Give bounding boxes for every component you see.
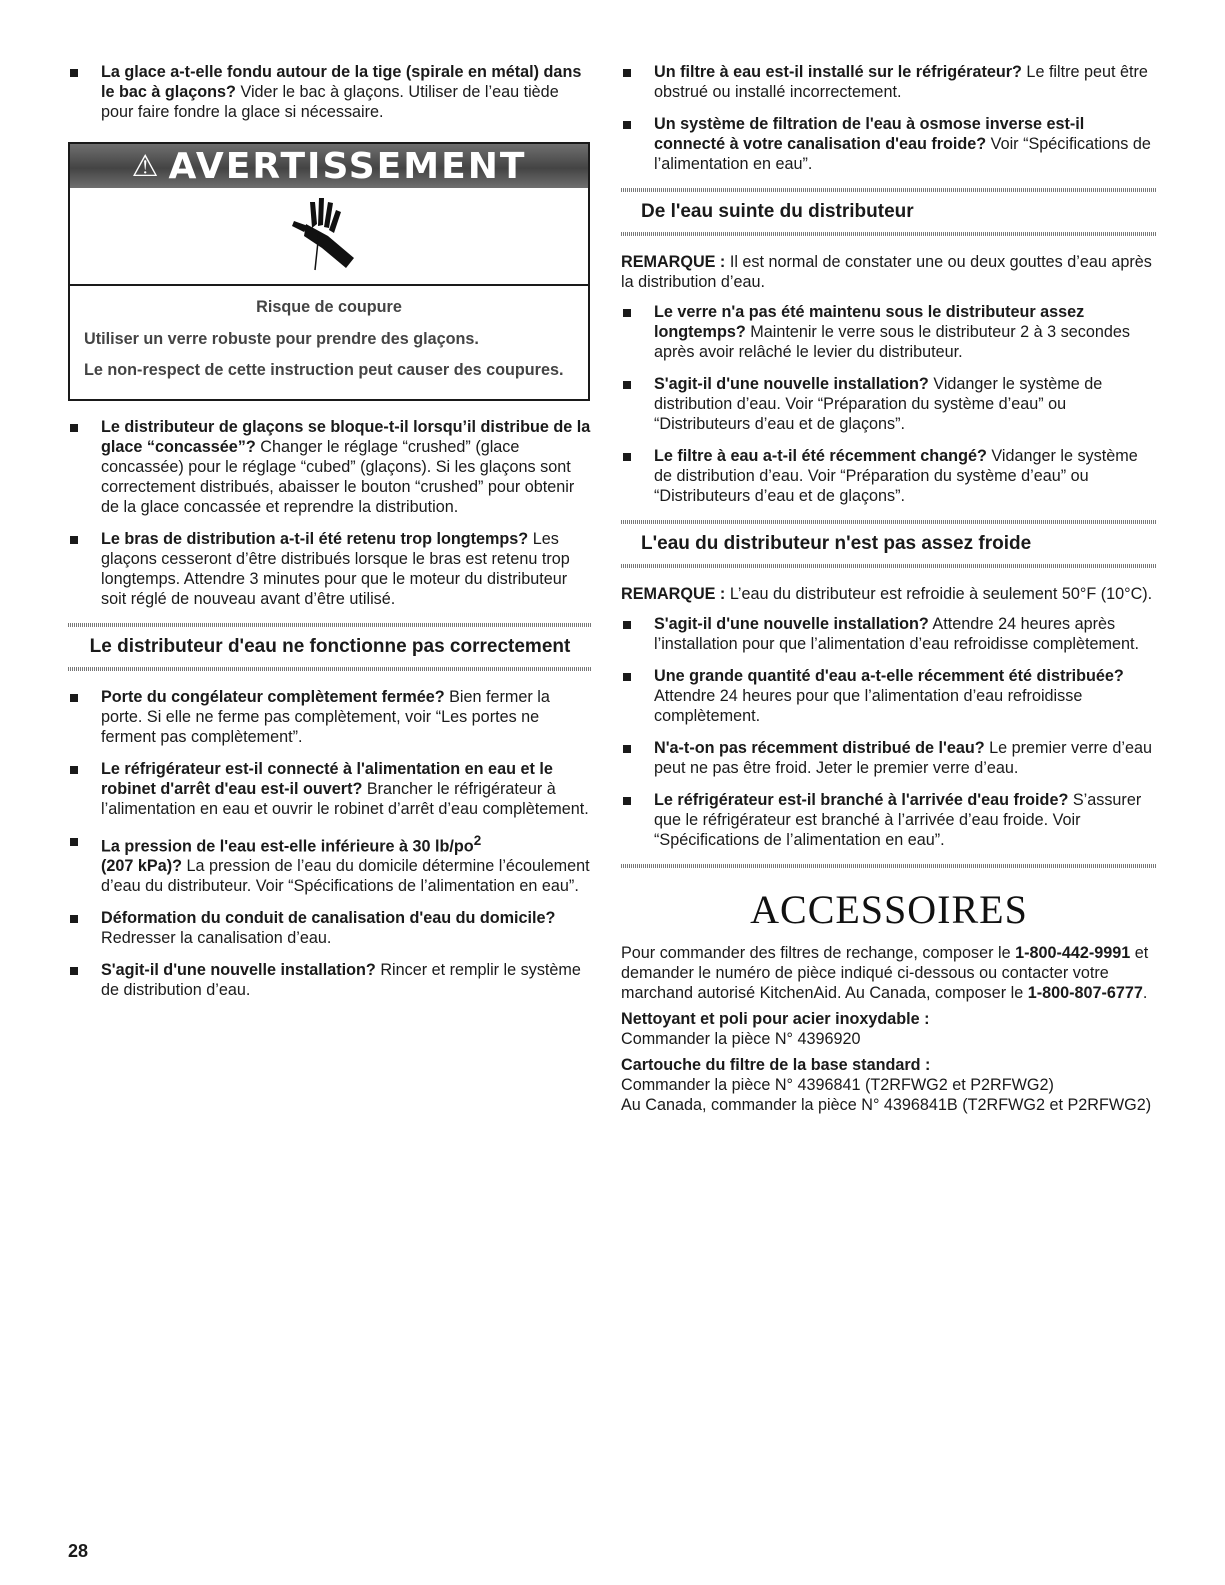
bullet-square-icon bbox=[623, 797, 631, 805]
list-item: Le filtre à eau a-t-il été récemment changé? Vidanger le système de distribution d’eau. Voir “Préparation du système d’eau” ou “Distributeurs d’eau et de glaçons”. bbox=[621, 446, 1157, 506]
bullet-square-icon bbox=[70, 424, 78, 432]
list-item: Le réfrigérateur est-il connecté à l'alimentation en eau et le robinet d'arrêt d'eau est-il ouvert? Brancher le réfrigérateur à l’alimentation en eau et ouvrir le robinet d’arrêt d’eau complètement. bbox=[68, 759, 592, 819]
bullet-square-icon bbox=[623, 309, 631, 317]
list-item: Le réfrigérateur est-il branché à l'arrivée d'eau froide? S’assurer que le réfrigérateur est branché à l’arrivée d’eau froide. Voir “Spécifications de l’alimentation en eau”. bbox=[621, 790, 1157, 850]
warning-line: Utiliser un verre robuste pour prendre des glaçons. bbox=[84, 330, 479, 348]
right-column bbox=[621, 62, 1157, 1121]
list-item: S'agit-il d'une nouvelle installation? Attendre 24 heures après l’installation pour que l’alimentation d’eau refroidisse complètement. bbox=[621, 614, 1157, 654]
warning-banner: ⚠ AVERTISSEMENT bbox=[70, 144, 588, 188]
section-header: Le distributeur d'eau ne fonctionne pas correctement bbox=[68, 623, 592, 671]
accessories-title: ACCESSOIRES bbox=[750, 887, 1028, 932]
bullet-square-icon bbox=[70, 69, 78, 77]
list-item: La glace a-t-elle fondu autour de la tige (spirale en métal) dans le bac à glaçons? Vider le bac à glaçons. Utiliser de l’eau tiède pour faire fondre la glace si nécessaire. bbox=[68, 62, 592, 122]
left-column bbox=[68, 62, 592, 1012]
warning-risk: Risque de coupure bbox=[256, 298, 402, 316]
bullet-square-icon bbox=[623, 453, 631, 461]
page-number: 28 bbox=[68, 1541, 89, 1561]
bullet-square-icon bbox=[623, 121, 631, 129]
hand-cut-icon bbox=[70, 188, 588, 286]
list-item: Déformation du conduit de canalisation d'eau du domicile? Redresser la canalisation d’eau. bbox=[68, 908, 592, 948]
bullet-square-icon bbox=[70, 838, 78, 846]
bullet-square-icon bbox=[623, 745, 631, 753]
list-item: Le bras de distribution a-t-il été retenu trop longtemps? Les glaçons cesseront d’être distribués lorsque le bras est retenu trop longtemps. Attendre 3 minutes pour que le moteur du distributeur soit réglé de nouveau avant d’être utilisé. bbox=[68, 529, 592, 609]
list-item: Un filtre à eau est-il installé sur le réfrigérateur? Le filtre peut être obstrué ou installé incorrectement. bbox=[621, 62, 1157, 102]
accessory-item: Nettoyant et poli pour acier inoxydable : Commander la pièce N° 4396920 bbox=[621, 1010, 930, 1048]
section-header: De l'eau suinte du distributeur bbox=[621, 188, 1157, 236]
bullet-square-icon bbox=[70, 766, 78, 774]
list-item: Une grande quantité d'eau a-t-elle récemment été distribuée? Attendre 24 heures pour que l’alimentation d’eau refroidisse complètement. bbox=[621, 666, 1157, 726]
section-header: L'eau du distributeur n'est pas assez froide bbox=[621, 520, 1157, 568]
bullet-square-icon bbox=[70, 694, 78, 702]
accessories-intro: Pour commander des filtres de rechange, composer le 1-800-442-9991 et demander le numéro de pièce indiqué ci-dessous ou contacter votre marchand autorisé KitchenAid. Au Canada, composer le 1-800-807-6777. bbox=[621, 944, 1149, 1002]
list-item: S'agit-il d'une nouvelle installation? Vidanger le système de distribution d’eau. Voir “Préparation du système d’eau” ou “Distributeurs d’eau et de glaçons”. bbox=[621, 374, 1157, 434]
bullet-square-icon bbox=[623, 69, 631, 77]
list-item: Le distributeur de glaçons se bloque-t-il lorsqu’il distribue de la glace “concassée”? Changer le réglage “crushed” (glace concassée) pour le réglage “cubed” (glaçons). Si les glaçons sont correctement distribués, abaisser le bouton “crushed” pour obtenir de la glace concassée et reprendre la distribution. bbox=[68, 417, 592, 517]
list-item: Un système de filtration de l'eau à osmose inverse est-il connecté à votre canalisation d'eau froide? Voir “Spécifications de l’alimentation en eau”. bbox=[621, 114, 1157, 174]
bullet-square-icon bbox=[623, 381, 631, 389]
bullet-square-icon bbox=[70, 536, 78, 544]
bullet-square-icon bbox=[623, 673, 631, 681]
warning-triangle-icon: ⚠ bbox=[131, 148, 161, 184]
divider bbox=[68, 667, 592, 671]
divider bbox=[621, 232, 1157, 236]
bullet-square-icon bbox=[70, 915, 78, 923]
note: REMARQUE : L’eau du distributeur est refroidie à seulement 50°F (10°C). bbox=[621, 585, 1153, 603]
list-item: Le verre n'a pas été maintenu sous le distributeur assez longtemps? Maintenir le verre sous le distributeur 2 à 3 secondes après avoir relâché le levier du distributeur. bbox=[621, 302, 1157, 362]
divider bbox=[621, 564, 1157, 568]
list-item: N'a-t-on pas récemment distribué de l'eau? Le premier verre d’eau peut ne pas être froid. Jeter le premier verre d’eau. bbox=[621, 738, 1157, 778]
phone-number: 1-800-807-6777 bbox=[1027, 984, 1143, 1002]
list-item: Porte du congélateur complètement fermée? Bien fermer la porte. Si elle ne ferme pas complètement, voir “Les portes ne ferment pas complètement”. bbox=[68, 687, 592, 747]
list-item: La pression de l'eau est-elle inférieure à 30 $lb/po^2$ (207 kPa)? La pression de l’eau du domicile détermine l’écoulement d’eau du distributeur. Voir “Spécifications de l’alimentation en eau”. bbox=[68, 831, 592, 896]
bullet-square-icon bbox=[70, 967, 78, 975]
note: REMARQUE : Il est normal de constater une ou deux gouttes d’eau après la distribution d’eau. bbox=[621, 253, 1152, 291]
divider bbox=[621, 864, 1157, 868]
phone-number: 1-800-442-9991 bbox=[1015, 944, 1131, 962]
list-item: S'agit-il d'une nouvelle installation? Rincer et remplir le système de distribution d’eau. bbox=[68, 960, 592, 1000]
accessory-item: Cartouche du filtre de la base standard : Commander la pièce N° 4396841 (T2RFWG2 et P2RFWG2) Au Canada, commander la pièce N° 4396841B (T2RFWG2 et P2RFWG2) bbox=[621, 1056, 1152, 1114]
bullet-square-icon bbox=[623, 621, 631, 629]
warning-box bbox=[68, 142, 590, 401]
warning-line: Le non-respect de cette instruction peut causer des coupures. bbox=[84, 361, 564, 379]
